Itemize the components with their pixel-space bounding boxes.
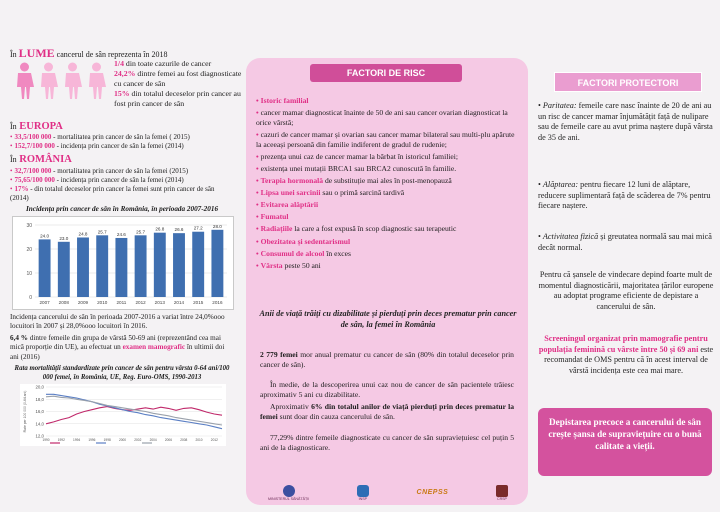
x-tick-label: 2010 — [195, 438, 203, 443]
bar-value-label: 25.7 — [136, 229, 146, 235]
woman-figure-icon — [86, 62, 107, 100]
partner-logos — [268, 485, 508, 502]
bar-value-label: 27.2 — [193, 225, 203, 231]
risk-item-text: la care a fost expusă în scop diagnostic sau terapeutic — [294, 224, 457, 234]
risk-item-highlight: Terapia hormonală — [260, 175, 325, 185]
risk-item — [256, 261, 520, 271]
item-value: 152,7/100 000 — [14, 142, 55, 151]
bar — [135, 235, 147, 297]
woman-figure-icon — [14, 62, 35, 100]
daly-title: Anii de viață trăiți cu dizabilitate și pierduți prin deces prematur prin cancer de sân, la femei în România — [259, 309, 517, 329]
protective-column — [532, 0, 720, 512]
bar-value-label: 26.6 — [174, 226, 184, 232]
y-tick-label: 20,0 — [35, 384, 44, 390]
bullet-icon: • — [256, 260, 259, 270]
activity-label: Activitatea fizică — [542, 232, 599, 241]
item-text: - incidența prin cancer de sân la femei (2014) — [56, 142, 184, 151]
risk-item — [256, 200, 520, 210]
bar — [154, 232, 166, 296]
bar-value-label: 25.7 — [97, 229, 107, 235]
parity-text: femeile care nasc înainte de 20 de ani au un risc de cancer mamar înjumătățit față de nulipare sau de femeile care au avut prima naștere după vârsta de 35 de ani. — [538, 101, 713, 142]
incidence-note: Incidența cancerului de sân în perioada 2007-2016 a variat între 24,0%ooo locuitori în 2007 și 28,0%ooo locuitori în 2016. — [10, 312, 225, 331]
bar — [96, 235, 108, 297]
bullet-icon: • — [256, 175, 259, 185]
risk-item-text: sau o primă sarcină tardivă — [322, 188, 405, 198]
screening-tail: în ultimii doi ani (2016) — [10, 343, 225, 361]
breastfeeding-text: pentru fiecare 12 luni de alăptare, reducere suplimentară față de scăderea de 7% pentru fiecare naștere. — [538, 180, 711, 210]
x-tick-label: 2011 — [116, 299, 127, 305]
daly-p1-text: mor anual prematur cu cancer de sân (80% din totalul deceselor prin cancer de sân). — [260, 350, 514, 369]
ministry-logo: MINISTERUL SĂNĂTĂȚII — [268, 485, 309, 502]
mortality-line-chart — [20, 384, 226, 446]
x-tick-label: 2012 — [135, 299, 146, 305]
bar — [192, 232, 204, 297]
risk-item-text: existența unei mutații BRCA1 sau BRCA2 cunoscută în familie. — [260, 163, 457, 173]
screening-note — [10, 334, 234, 362]
bullet-icon: • — [256, 224, 259, 234]
bullet-icon: • — [256, 108, 259, 118]
romania-prefix: În — [10, 155, 17, 165]
daly-para-4: 77,29% dintre femeile diagnosticate cu cancer de sân supraviețuiesc cel puțin 5 ani de la diagnosticare. — [260, 433, 514, 452]
risk-item-highlight: Fumatul — [260, 212, 289, 222]
series-line — [46, 396, 222, 425]
bar-value-label: 24.0 — [40, 233, 50, 239]
x-tick-label: 2002 — [134, 438, 142, 443]
risk-item-text: prezența unui caz de cancer mamar la bărbat în istoricul familiei; — [260, 151, 459, 161]
risk-item — [256, 130, 520, 149]
risk-item-text: cancer mamar diagnosticat înainte de 50 de ani sau cancer ovarian diagnosticat la orice vârstă; — [256, 108, 508, 127]
screening-value: 6,4 % — [10, 334, 28, 343]
stat-text: dintre femei au fost diagnosticate cu cancer de sân — [114, 68, 242, 88]
screening-recommendation-text: este recomandat de OMS pentru că în acest interval de vârstă incidența este cea mai mare. — [544, 344, 714, 375]
bar-value-label: 24.6 — [116, 231, 126, 237]
risk-item — [256, 249, 520, 259]
y-tick-label: 30 — [26, 222, 32, 229]
bar-value-label: 28.0 — [212, 223, 222, 229]
risk-item-text: peste 50 ani — [284, 260, 321, 270]
y-tick-label: 16,0 — [35, 409, 44, 415]
item-value: 32,7/100 000 — [14, 166, 52, 175]
x-tick-label: 1996 — [88, 438, 96, 443]
x-tick-label: 2000 — [118, 438, 127, 443]
x-tick-label: 1992 — [57, 438, 65, 443]
bullet-icon: • — [256, 248, 259, 258]
item-text: - din totalul deceselor prin cancer la femei sunt prin cancer de sân (2014) — [10, 184, 215, 202]
stat-value: 15% — [114, 88, 130, 98]
europa-region-label: EUROPA — [19, 121, 63, 132]
world-stats — [114, 59, 244, 109]
item-text: - incidența prin cancer de sân la femei (2014) — [56, 175, 184, 184]
incidence-chart — [12, 216, 234, 310]
stat-text: din toate cazurile de cancer — [125, 59, 212, 68]
early-detection-callout: Depistarea precoce a cancerului de sân crește șansa de supraviețuire cu o bună calitate a vieții. — [538, 408, 712, 476]
stat-text: din totalul deceselor prin cancer au fost prin cancer de sân — [114, 88, 241, 108]
europa-item: • 152,7/100 000 - incidența prin cancer de sân la femei (2014) — [10, 142, 184, 151]
x-tick-label: 2004 — [149, 438, 157, 443]
risk-item-text: cazuri de cancer mamar și ovarian sau cancer mamar bilateral sau multi-plu apărute la aceeași persoană din familie indiferent de gradul de rudenie; — [256, 129, 515, 149]
romania-item: • 17% - din totalul deceselor prin cancer la femei sunt prin cancer de sân (2014) — [10, 184, 215, 202]
protective-item-breastfeeding: • Alăptarea: pentru fiecare 12 luni de alăptare, reducere suplimentară față de scăderea de 7% pentru fiecare naștere. — [538, 180, 711, 210]
risk-list — [246, 96, 528, 273]
risk-item — [256, 237, 520, 247]
x-tick-label: 2014 — [173, 299, 185, 305]
romania-item: • 75,65/100 000 - incidența prin cancer de sân la femei (2014) — [10, 175, 184, 184]
x-tick-label: 1998 — [103, 438, 111, 443]
bar — [39, 239, 51, 297]
bullet-icon: • — [256, 151, 259, 161]
y-axis-label: Rate per 100 000 (0-64 ani) — [23, 390, 27, 433]
parity-label: Paritatea: — [542, 101, 577, 110]
risk-item-highlight: Evitarea alăptării — [260, 200, 319, 210]
women-figures-icon — [14, 62, 107, 100]
item-value: 33,5/100 000 — [14, 133, 52, 142]
x-tick-label: 2006 — [164, 438, 172, 443]
bar — [115, 238, 127, 297]
bullet-icon: • — [256, 129, 259, 139]
y-tick-label: 18,0 — [35, 397, 44, 403]
mortality-chart-title: Rata mortalității standardizate prin cancer de sân pentru vârsta 0-64 ani/100 000 femei, în România, UE, Reg. Euro-OMS, 1990-2013 — [14, 364, 230, 381]
x-tick-label: 1990 — [42, 438, 50, 443]
early-detection-text: Pentru că șansele de vindecare depind foarte mult de momentul diagnosticării, majoritatea țărilor europene au adoptat programe eficiente de depistare a cancerului de sân. — [538, 270, 714, 311]
daly-p3-tail: sunt doar din cauza cancerului de sân. — [279, 411, 395, 421]
bullet-icon: • — [256, 163, 259, 173]
europa-heading — [10, 120, 234, 133]
breastfeeding-label: Alăptarea: — [542, 180, 579, 189]
y-tick-label: 20 — [26, 246, 32, 253]
screening-highlight: examen mamografic — [122, 343, 186, 352]
risk-item-highlight: Vârsta — [260, 260, 285, 270]
woman-figure-icon — [62, 62, 83, 100]
risk-item — [256, 96, 520, 106]
risk-item — [256, 176, 520, 186]
x-tick-label: 2009 — [77, 299, 89, 305]
x-tick-label: 2010 — [97, 299, 108, 305]
y-tick-label: 14,0 — [35, 421, 44, 427]
bullet-icon: • — [256, 200, 259, 210]
bar — [173, 233, 185, 297]
x-tick-label: 2008 — [180, 438, 188, 443]
stat-value: 24,2% — [114, 68, 136, 78]
incidence-bar-chart — [13, 217, 235, 311]
y-tick-label: 12,0 — [35, 433, 44, 439]
bar — [211, 230, 223, 297]
woman-figure-icon — [38, 62, 59, 100]
item-text: - mortalitatea prin cancer de sân la femei ( 2015) — [53, 133, 190, 142]
europa-item: • 33,5/100 000 - mortalitatea prin cancer de sân la femei ( 2015) — [10, 133, 190, 142]
daly-p1-bold: 2 779 femei — [260, 350, 298, 359]
protective-item-activity: • Activitatea fizică și greutatea normală sau mai mică decât normal. — [538, 232, 712, 252]
risk-item-highlight: Radiațiile — [260, 224, 295, 234]
bar-value-label: 24.8 — [78, 231, 88, 237]
x-tick-label: 2012 — [210, 438, 218, 443]
x-tick-label: 2007 — [39, 299, 50, 305]
daly-p3-pre: Aproximativ — [270, 402, 309, 411]
world-lead-text: cancerul de sân reprezenta în 2018 — [56, 50, 168, 59]
cnepss-logo: CNEPSS — [416, 488, 449, 496]
world-region-label: LUME — [18, 46, 55, 60]
left-column — [0, 0, 240, 512]
incidence-chart-title: Incidența prin cancer de sân în România, în perioada 2007-2016 — [25, 204, 219, 213]
risk-item — [256, 164, 520, 174]
risk-panel — [246, 58, 528, 505]
x-tick-label: 2008 — [58, 299, 69, 305]
daly-para-1 — [260, 350, 514, 369]
activity-text: și greutatea normală sau mai mică decât normal. — [538, 232, 712, 252]
bar — [77, 237, 89, 297]
risk-item — [256, 108, 520, 127]
y-tick-label: 10 — [26, 270, 32, 277]
item-value: 17% — [14, 184, 29, 193]
bar-value-label: 26.8 — [155, 226, 165, 232]
x-tick-label: 2015 — [193, 299, 204, 305]
x-tick-label: 2016 — [212, 299, 223, 305]
screening-recommendation-highlight: Screeningul organizat prin mamografie pentru populația feminină cu vârste între 50 și 69 ani — [538, 334, 708, 354]
bullet-icon: • — [256, 188, 259, 198]
stat-value: 1/4 — [114, 59, 124, 68]
screening-text: dintre femeile din grupa de vârstă 50-69 ani (reprezentând cea mai mică proporție din UE), au efectuat un — [10, 334, 221, 352]
risk-item-text: în exces — [326, 248, 351, 258]
world-prefix: În — [10, 50, 17, 59]
bar-value-label: 23.0 — [59, 235, 69, 241]
daly-p3-bold: 6% din totalul anilor de viață pierduți prin deces prematur la femei — [260, 402, 514, 421]
mortality-chart — [20, 384, 226, 446]
romania-heading — [10, 153, 234, 166]
risk-item — [256, 212, 520, 222]
daly-para-2: În medie, de la descoperirea unui caz nou de cancer de sân pacientele trăiesc aproximativ 5 ani cu dizabilitate. — [260, 380, 514, 399]
crsp-logo: CRSP — [496, 485, 508, 502]
risk-item-highlight: Consumul de alcool — [260, 248, 327, 258]
x-tick-label: 1994 — [73, 438, 81, 443]
x-tick-label: 2013 — [154, 299, 165, 305]
protective-item-parity: • Paritatea: femeile care nasc înainte de 20 de ani au un risc de cancer mamar înjumătățit față de nulipare sau de femeile care au avut prima naștere după vârsta de 35 de ani. — [538, 101, 713, 142]
risk-item — [256, 188, 520, 198]
world-section — [10, 46, 242, 118]
risk-item — [256, 152, 520, 162]
risk-item-highlight: Lipsa unei sarcinii — [260, 188, 323, 198]
risk-item-highlight: Istoric familial — [260, 96, 309, 105]
item-text: - mortalitatea prin cancer de sân la femei (2015) — [53, 166, 189, 175]
risk-header: FACTORI DE RISC — [310, 64, 462, 82]
risk-item-highlight: Obezitatea și sedentarismul — [260, 236, 351, 246]
europa-prefix: În — [10, 122, 17, 131]
romania-region-label: ROMÂNIA — [19, 154, 72, 166]
bullet-icon: • — [256, 236, 259, 246]
y-tick-label: 0 — [29, 294, 32, 301]
bullet-icon: • — [256, 96, 259, 105]
bullet-icon: • — [256, 212, 259, 222]
daly-para-3 — [260, 402, 514, 421]
risk-item-text: de substituție mai ales în post-menopauză — [324, 175, 452, 185]
risk-item — [256, 224, 520, 234]
insp-logo: INSP — [357, 485, 369, 502]
protective-header: FACTORI PROTECTORI — [554, 72, 702, 92]
bar — [58, 242, 70, 297]
item-value: 75,65/100 000 — [14, 175, 55, 184]
screening-recommendation — [538, 334, 714, 376]
romania-item: • 32,7/100 000 - mortalitatea prin cancer de sân la femei (2015) — [10, 166, 189, 175]
